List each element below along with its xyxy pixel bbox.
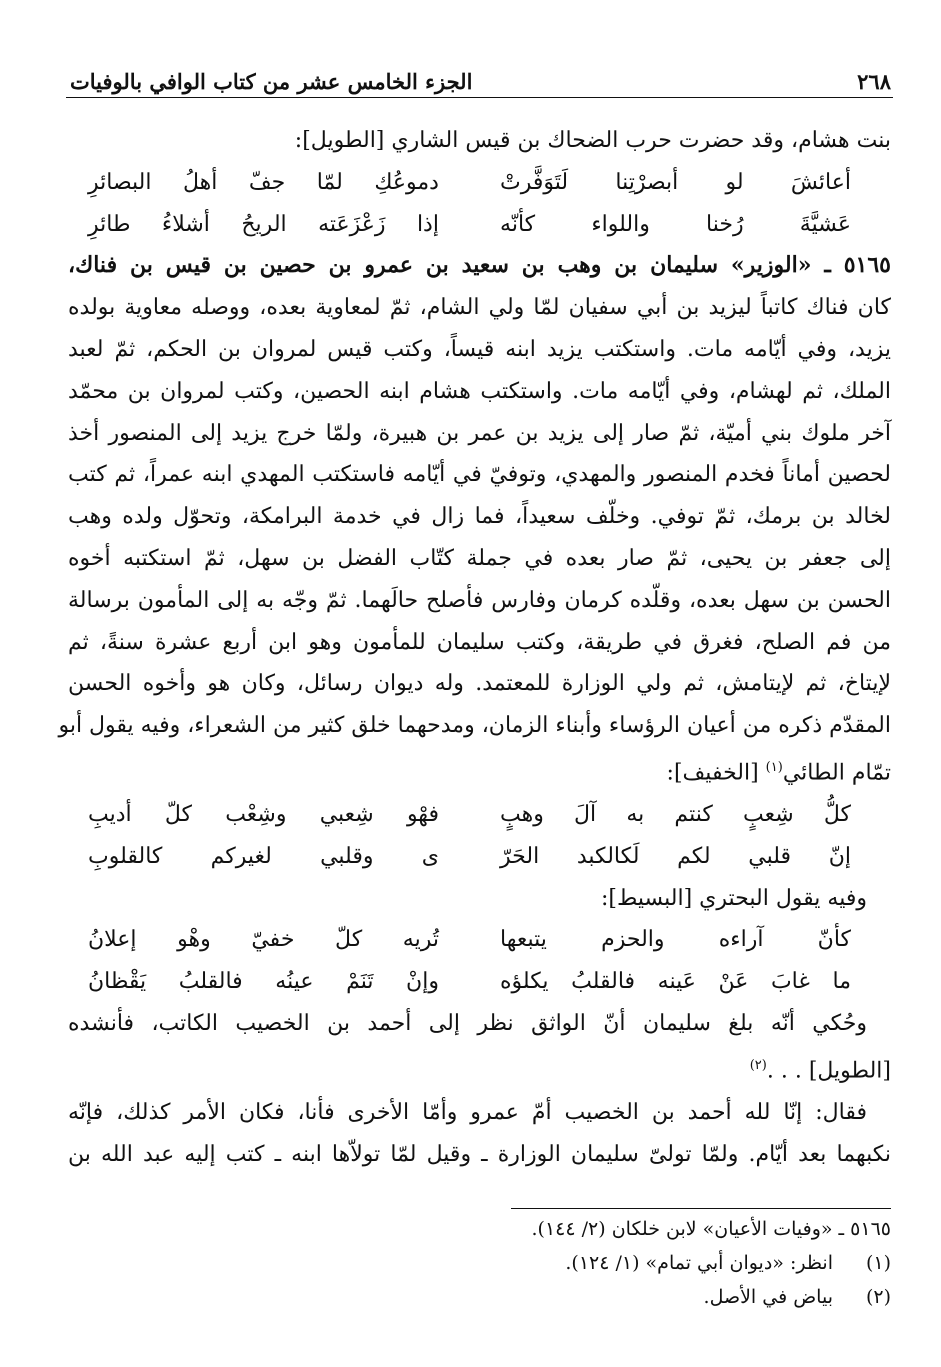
verse-first-hemistich: إنّ قلبي لكم لَكالكبد الحَرّ [500, 843, 851, 869]
verse-second-hemistich: وإنْ تَنَمْ عينُه فالقلبُ يَقْظانُ [88, 969, 439, 995]
verse [68, 794, 891, 836]
verse-first-hemistich: أعائشَ لو أبصرْتِنا لَتَوَفَّرتْ [500, 169, 851, 195]
verse [68, 919, 891, 961]
anecdote-line [68, 1045, 891, 1092]
footnote-marker[interactable]: (١) [765, 759, 783, 775]
header-rule [66, 97, 893, 98]
verse-first-hemistich: كأنّ آراءه والحزم يتبعها [500, 927, 851, 953]
anecdote-line: فقال: إنّا لله أحمد بن الخصيب أمّ عمرو وأمّا الأخرى فأنا، فكان الأمر كذلك، فإنّه [68, 1099, 867, 1125]
entry-line: يزيد، وفي أيّامه مات. واستكتب يزيد ابنه قيساً، وكتب قيس لمروان بن الحكم، ثمّ لعبد [68, 336, 891, 362]
verse [68, 204, 891, 246]
footnote-text: بياض في الأصل. [703, 1286, 833, 1308]
anecdote-line: نكبهما بعد أيّام. ولمّا تولىّ سليمان الوزارة ـ وقيل لمّا تولاّها ابنه ـ كتب إليه عبد الله بن [68, 1141, 891, 1167]
poem-1 [68, 162, 891, 246]
footnotes [68, 1212, 891, 1314]
main-text [58, 120, 891, 1176]
verse-second-hemistich: إذا زَعْزَعَته الريحُ أشلاءُ طائرِ [88, 211, 439, 237]
verse [68, 961, 891, 1003]
entry-line: آخر ملوك بني أميّة، ثمّ صار إلى يزيد بن عمر بن هبيرة، ولمّا خرج يزيد إلى المنصور أخذ [68, 420, 891, 446]
verse-first-hemistich: عَشيَّةَ رُخنا واللواء كأنّه [500, 211, 851, 237]
entry-line: إلى جعفر بن يحيى، ثمّ صار بعده في جملة كتّاب الفضل بن سهل، ثمّ استكتبه أخوه [68, 545, 891, 571]
entry-line: لإيتاخ، ثم لإيتامش، ثم ولي الوزارة للمعتمد. وله ديوان رسائل، وكان هو وأخوه الحسن [68, 671, 891, 697]
entry-line: لحصين أماناً فخدم المنصور والمهدي، وتوفيّ في أيّامه فاستكتب المهدي ابنه عمراً، ثم كتب [68, 462, 891, 488]
meter-label: [الخفيف]: [666, 760, 759, 786]
verse [68, 836, 891, 878]
running-head [70, 58, 891, 94]
entry-line: المقدّم ذكره من أعيان الرؤساء وأبناء الزمان، ومدحهما خلق كثير من الشعراء، وفيه يقول أبو [58, 713, 891, 739]
verse [68, 162, 891, 204]
footnote [68, 1246, 891, 1280]
entry-line: كان فناك كاتباً ليزيد بن أبي سفيان لمّا ولي الشام، ثمّ لمعاوية بعده، ووصله معاوية بولده [68, 295, 891, 321]
ellipsis: . . . [766, 1058, 802, 1084]
entry-line: الملك، ثم لهشام، وفي أيّامه مات. واستكتب هشام ابنه الحصين، وكتب لمروان بن محمّد [68, 378, 891, 404]
poet-name: تمّام الطائي [782, 760, 891, 786]
verse-second-hemistich: تُريه كلّ خفيّ وهْو إعلانُ [88, 927, 439, 953]
footnote [68, 1280, 891, 1314]
footnote-rule [511, 1208, 891, 1209]
poem-2 [68, 794, 891, 878]
verse-second-hemistich: ى وقلبي لغيركم كالقلوبِ [88, 843, 439, 869]
verse-first-hemistich: كلُّ شِعبٍ كنتم به آلَ وهبٍ [500, 802, 851, 828]
footnote-text: انظر: «ديوان أبي تمام» (١/ ١٢٤). [565, 1252, 833, 1274]
entry-line: لخالد بن برمك، ثمّ توفي. وخلّف سعيداً، فما زال في خدمة البرامكة، وتحوّل ولده وهب [68, 504, 891, 530]
verse-first-hemistich: ما غابَ عَنْ عَينه فالقلبُ يكلؤه [500, 969, 851, 995]
verse-second-hemistich: دموعُكِ لمّا جفّ أهلُ البصائرِ [88, 169, 439, 195]
footnote-number: (١) [865, 1252, 891, 1274]
footnote-source: ٥١٦٥ ـ «وفيات الأعيان» لابن خلكان (٢/ ١٤٤). [531, 1218, 891, 1240]
verse-second-hemistich: فهْو شِعبي وشِعْب كلّ أديبِ [88, 802, 439, 828]
poem-3 [68, 919, 891, 1003]
page-number: ٢٦٨ [857, 69, 891, 94]
entry-line: من فم الصلح، فغرق في طريقة، وكتب سليمان للمأمون وهو ابن أربع عشرة سنةً، ثم [68, 629, 891, 655]
footnote-number: (٢) [865, 1286, 891, 1308]
running-title: الجزء الخامس عشر من كتاب الوافي بالوفيات [70, 69, 473, 94]
footnote-marker[interactable]: (٢) [749, 1057, 767, 1073]
entry-line: الحسن بن سهل بعده، وقلّده كرمان وفارس فأصلح حالَهما. ثمّ وجّه به إلى المأمون برسالة [68, 587, 891, 613]
meter-label: [الطويل] [808, 1058, 891, 1084]
anecdote-line: وحُكي أنّه بلغ سليمان أنّ الواثق نظر إلى أحمد بن الخصيب الكاتب، فأنشده [68, 1011, 867, 1037]
intro-line: بنت هشام، وقد حضرت حرب الضحاك بن قيس الشاري [الطويل]: [294, 128, 891, 153]
entry-heading: ٥١٦٥ ـ «الوزير» سليمان بن وهب بن سعيد بن عمرو بن حصين بن قيس بن فناك، [68, 252, 891, 279]
entry-last-line [68, 747, 891, 794]
bohtori-intro: وفيه يقول البحتري [البسيط]: [601, 885, 867, 911]
